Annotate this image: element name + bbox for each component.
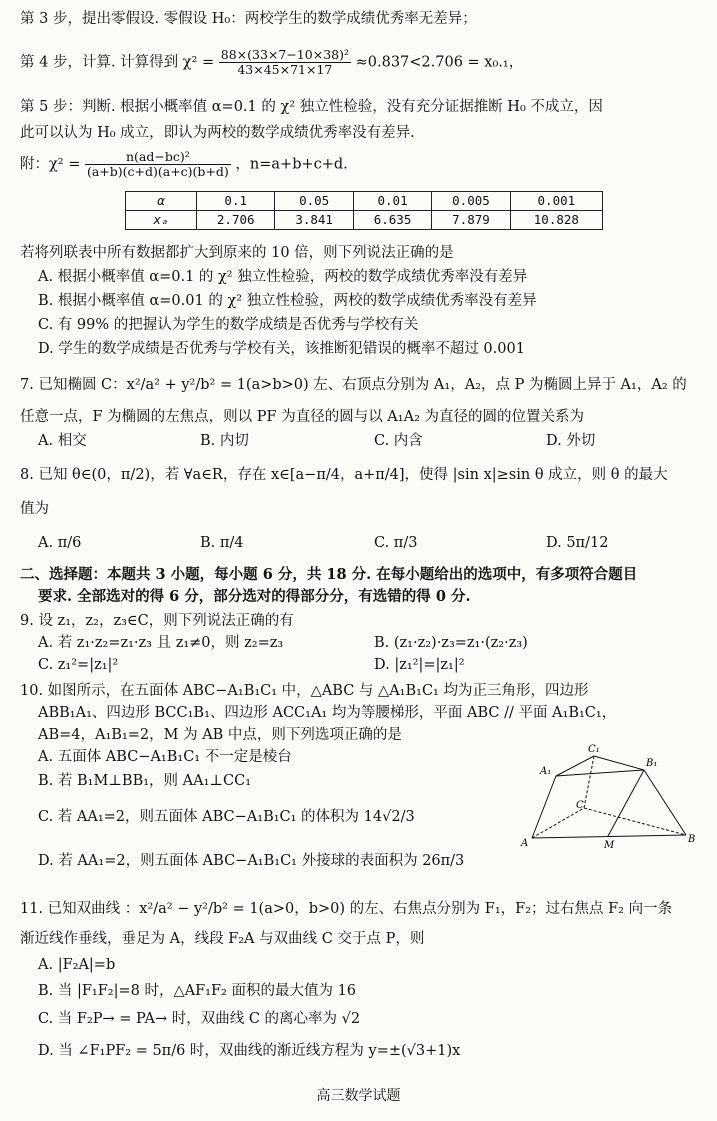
q11-option-b: B. 当 |F₁F₂|=8 时，△AF₁F₂ 面积的最大值为 16 (38, 983, 357, 999)
q11-option-d: D. 当 ∠F₁PF₂ = 5π/6 时，双曲线的渐近线方程为 y=±(√3+1)x (38, 1043, 461, 1059)
label-b: B (688, 834, 696, 845)
q6-option-a: A. 根据小概率值 α=0.1 的 χ² 独立性检验，两校的数学成绩优秀率没有差异 (38, 269, 528, 285)
q10-option-a: A. 五面体 ABC−A₁B₁C₁ 不一定是棱台 (38, 749, 292, 765)
q8-line1: 8. 已知 θ∈(0，π/2)，若 ∀a∈R，存在 x∈[a−π/4，a+π/4]，使得 |sin x|≥sin θ 成立，则 θ 的最大 (20, 467, 668, 483)
step4-prefix: 第 4 步，计算. 计算得到 χ² = (20, 54, 215, 71)
table-cell: 6.635 (353, 211, 431, 230)
q10-line3: AB=4，A₁B₁=2，M 为 AB 中点，则下列选项正确的是 (38, 727, 402, 743)
edge-a1c1 (556, 756, 594, 776)
q11-option-c: C. 当 F₂P→ = PA→ 时，双曲线 C 的离心率为 √2 (38, 1011, 361, 1027)
step4-formula (20, 48, 697, 77)
step3-text: 第 3 步，提出零假设. 零假设 H₀：两校学生的数学成绩优秀率无差异； (20, 11, 477, 27)
label-a: A (521, 838, 529, 849)
step5-line2: 此可以认为 H₀ 成立，即认为两校的数学成绩优秀率没有差异. (20, 125, 415, 141)
page-footer: 高三数学试题 (316, 1088, 401, 1104)
q7-option-b: B. 内切 (200, 433, 249, 449)
q9-stem: 9. 设 z₁，z₂，z₃∈C，则下列说法正确的有 (20, 613, 294, 629)
q7-line1: 7. 已知椭圆 C：x²/a² + y²/b² = 1(a>b>0) 左、右顶点分别为 A₁，A₂，点 P 为椭圆上异于 A₁，A₂ 的 (20, 377, 687, 393)
q10-option-c: C. 若 AA₁=2，则五面体 ABC−A₁B₁C₁ 的体积为 14√2/3 (38, 809, 415, 825)
table-cell: 2.706 (197, 211, 275, 230)
table-cell: 0.005 (432, 192, 510, 211)
q11-line1: 11. 已知双曲线 ：x²/a² − y²/b² = 1(a>0，b>0) 的左、右焦点分别为 F₁，F₂；过右焦点 F₂ 向一条 (20, 901, 673, 917)
q6-option-b: B. 根据小概率值 α=0.01 的 χ² 独立性检验，两校的数学成绩优秀率没有差异 (38, 293, 537, 309)
edge-cc1-hidden (584, 756, 594, 808)
table-cell: 0.05 (275, 192, 353, 211)
label-c: C (576, 800, 584, 811)
appendix-formula (20, 150, 697, 179)
pentahedron-figure (518, 742, 698, 854)
section2-line1: 二、选择题：本题共 3 小题，每小题 6 分，共 18 分. 在每小题给出的选项中，有多项符合题目 (20, 566, 638, 583)
step4-denominator: 43×45×71×17 (237, 61, 333, 77)
table-header-x: xₐ (126, 211, 197, 230)
edge-bb1 (644, 770, 686, 835)
chi-square-table (125, 191, 603, 230)
q8-option-c: C. π/3 (374, 535, 418, 551)
label-c1: C₁ (588, 744, 600, 755)
q8-option-b: B. π/4 (200, 535, 244, 551)
edge-ab (532, 835, 686, 838)
step4-fraction (219, 48, 351, 77)
label-b1: B₁ (646, 758, 658, 769)
table-cell: 0.1 (197, 192, 275, 211)
step4-numerator: 88×(33×7−10×38)² (220, 47, 349, 62)
q7-option-c: C. 内含 (374, 433, 423, 449)
table-row-x (126, 211, 603, 230)
step4-suffix: ≈0.837<2.706 = x₀.₁， (355, 54, 524, 71)
q10-option-b: B. 若 B₁M⊥BB₁，则 AA₁⊥CC₁ (38, 773, 252, 789)
q10-line2: ABB₁A₁、四边形 BCC₁B₁、四边形 ACC₁A₁ 均为等腰梯形，平面 ABC // 平面 A₁B₁C₁， (38, 705, 617, 721)
label-m: M (604, 840, 615, 851)
segment-mb1 (608, 770, 644, 836)
q6-option-d: D. 学生的数学成绩是否优秀与学校有关，该推断犯错误的概率不超过 0.001 (38, 341, 525, 357)
q10-line1: 10. 如图所示，在五面体 ABC−A₁B₁C₁ 中，△ABC 与 △A₁B₁C₁ 均为正三角形，四边形 (20, 683, 589, 699)
table-header-alpha: α (126, 192, 197, 211)
q10-option-d: D. 若 AA₁=2，则五面体 ABC−A₁B₁C₁ 外接球的表面积为 26π/3 (38, 853, 465, 869)
edge-ac-hidden (532, 808, 584, 838)
q6-stem: 若将列联表中所有数据都扩大到原来的 10 倍，则下列说法正确的是 (20, 245, 454, 261)
table-cell: 0.01 (353, 192, 431, 211)
q11-option-a: A. |F₂A|=b (38, 957, 116, 973)
label-a1: A₁ (540, 766, 552, 777)
q7-line2: 任意一点，F 为椭圆的左焦点，则以 PF 为直径的圆与以 A₁A₂ 为直径的圆的位置关系为 (20, 409, 584, 425)
q9-option-c: C. z₁²=|z₁|² (38, 657, 119, 673)
table-cell: 7.879 (432, 211, 510, 230)
q11-line2: 渐近线作垂线，垂足为 A，线段 F₂A 与双曲线 C 交于点 P，则 (20, 931, 425, 947)
edge-aa1 (532, 776, 556, 838)
section2-line2: 要求. 全部选对的得 6 分，部分选对的得部分分，有选错的得 0 分. (38, 588, 471, 605)
appendix-prefix: 附：χ² = (20, 156, 81, 173)
table-cell: 0.001 (510, 192, 602, 211)
table-cell: 3.841 (275, 211, 353, 230)
q8-option-d: D. 5π/12 (546, 535, 609, 551)
q9-option-a: A. 若 z₁·z₂=z₁·z₃ 且 z₁≠0，则 z₂=z₃ (38, 635, 284, 651)
q9-option-b: B. (z₁·z₂)·z₃=z₁·(z₂·z₃) (374, 635, 528, 651)
appendix-suffix: ，n=a+b+c+d. (235, 156, 348, 173)
q8-line2: 值为 (20, 501, 49, 517)
appendix-denominator: (a+b)(c+d)(a+c)(b+d) (86, 163, 229, 179)
table-row-alpha (126, 192, 603, 211)
appendix-fraction (85, 150, 231, 179)
q7-option-d: D. 外切 (546, 433, 596, 449)
q8-option-a: A. π/6 (38, 535, 82, 551)
table-cell: 10.828 (510, 211, 602, 230)
appendix-numerator: n(ad−bc)² (85, 150, 231, 165)
q7-option-a: A. 相交 (38, 433, 87, 449)
edge-b1c1 (594, 756, 644, 770)
q6-option-c: C. 有 99% 的把握认为学生的数学成绩是否优秀与学校有关 (38, 317, 419, 333)
q9-option-d: D. |z₁²|=|z₁|² (374, 657, 465, 673)
step5-line1: 第 5 步：判断. 根据小概率值 α=0.1 的 χ² 独立性检验，没有充分证据推断 H₀ 不成立，因 (20, 99, 603, 115)
edge-a1b1 (556, 770, 644, 776)
